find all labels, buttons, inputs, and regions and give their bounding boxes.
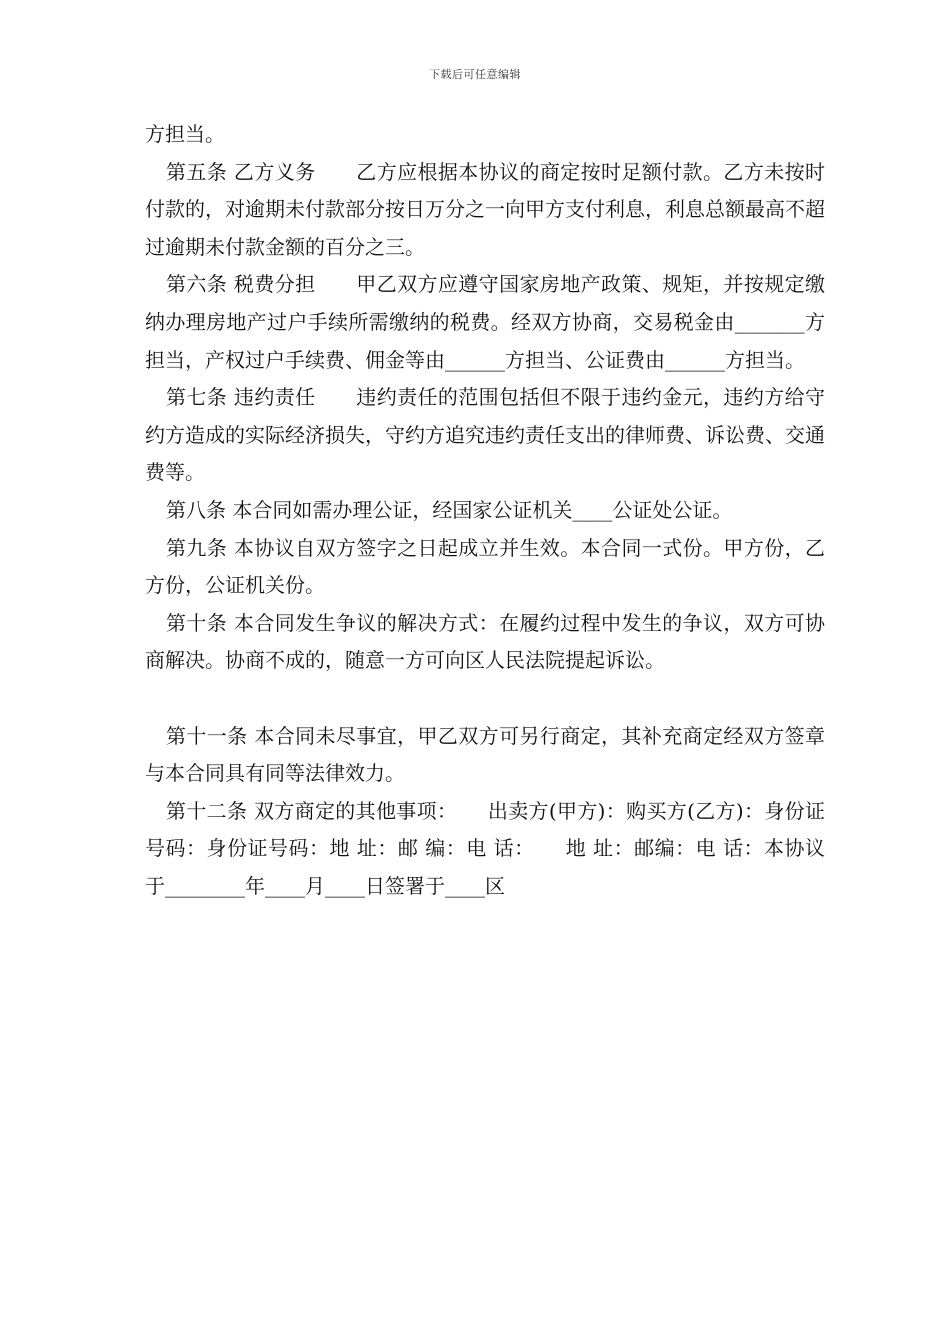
contract-body	[145, 116, 825, 905]
article-11-supplement: 第十一条 本合同未尽事宜，甲乙双方可另行商定，其补充商定经双方签章与本合同具有同等法律效力。	[145, 723, 825, 786]
article-10-disputes: 第十条 本合同发生争议的解决方式：在履约过程中发生的争议，双方可协商解决。协商不成的，随意一方可向区人民法院提起诉讼。	[145, 610, 825, 673]
paragraph-spacer	[145, 680, 825, 718]
article-6-taxes: 第六条 税费分担 甲乙双方应遵守国家房地产政策、规矩，并按规定缴纳办理房地产过户手续所需缴纳的税费。经双方协商，交易税金由_______方担当，产权过户手续费、佣金等由______方担当、公证费由______方担当。	[145, 272, 825, 372]
paragraph-continuation: 方担当。	[145, 122, 225, 146]
article-7-liability: 第七条 违约责任 违约责任的范围包括但不限于违约金元，违约方给守约方造成的实际经济损失，守约方追究违约责任支出的律师费、诉讼费、交通费等。	[145, 385, 825, 485]
article-9-effect: 第九条 本协议自双方签字之日起成立并生效。本合同一式份。甲方份，乙方份，公证机关份。	[145, 535, 825, 598]
article-12-other-matters: 第十二条 双方商定的其他事项： 出卖方(甲方)：购买方(乙方)：身份证号码：身份证号码：地 址：邮 编：电 话： 地 址：邮编：电 话：本协议于________年____月____日签署于____区	[145, 798, 825, 898]
page-header-note: 下载后可任意编辑	[429, 68, 521, 81]
article-8-notarization: 第八条 本合同如需办理公证，经国家公证机关____公证处公证。	[166, 497, 733, 522]
article-5-obligations: 第五条 乙方义务 乙方应根据本协议的商定按时足额付款。乙方未按时付款的，对逾期未付款部分按日万分之一向甲方支付利息，利息总额最高不超过逾期未付款金额的百分之三。	[145, 159, 825, 259]
